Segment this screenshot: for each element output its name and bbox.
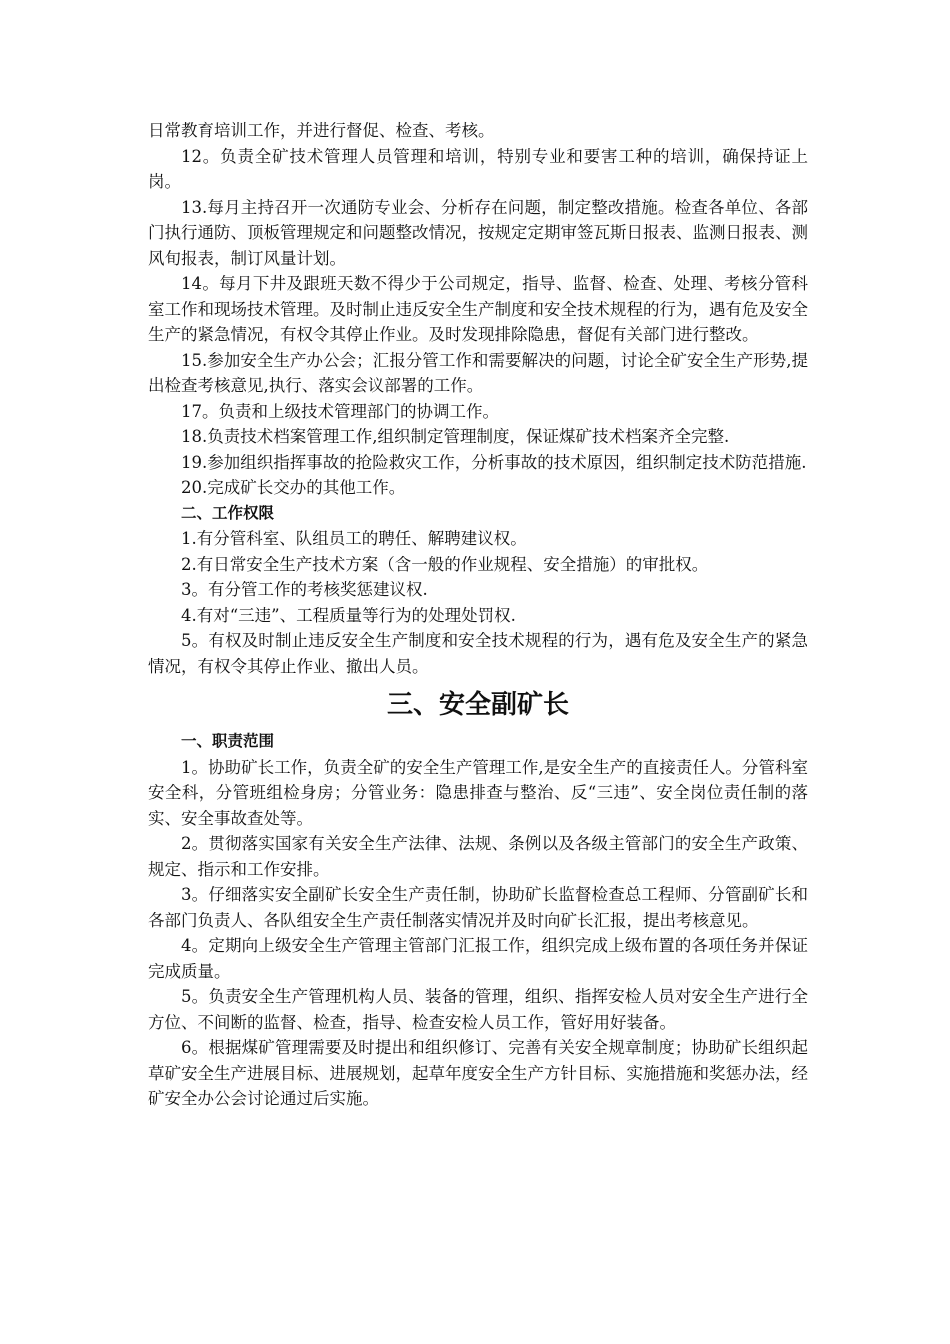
section-title: 三、安全副矿长 bbox=[386, 690, 569, 720]
authority-item-3: 3。有分管工作的考核奖惩建议权. bbox=[181, 580, 428, 599]
document-page bbox=[148, 118, 808, 1112]
duty-item-13: 13.每月主持召开一次通防专业会、分析存在问题，制定整改措施。检查各单位、各部门执行通防、顶板管理规定和问题整改情况，按规定定期审签瓦斯日报表、监测日报表、测风旬报表，制订风量计划。 bbox=[148, 197, 808, 268]
continuation-paragraph: 日常教育培训工作，并进行督促、检查、考核。 bbox=[148, 121, 495, 140]
authority-heading: 二、工作权限 bbox=[181, 503, 275, 522]
scope-item-3: 3。仔细落实安全副矿长安全生产责任制，协助矿长监督检查总工程师、分管副矿长和各部门负责人、各队组安全生产责任制落实情况并及时向矿长汇报，提出考核意见。 bbox=[148, 885, 808, 930]
authority-item-5: 5。有权及时制止违反安全生产制度和安全技术规程的行为，遇有危及安全生产的紧急情况，有权令其停止作业、撤出人员。 bbox=[148, 631, 808, 676]
scope-item-2: 2。贯彻落实国家有关安全生产法律、法规、条例以及各级主管部门的安全生产政策、规定、指示和工作安排。 bbox=[148, 834, 808, 879]
duty-item-19: 19.参加组织指挥事故的抢险救灾工作，分析事故的技术原因，组织制定技术防范措施. bbox=[181, 452, 807, 472]
scope-item-1: 1。协助矿长工作，负责全矿的安全生产管理工作,是安全生产的直接责任人。分管科室安全科，分管班组检身房；分管业务：隐患排查与整治、反“三违”、安全岗位责任制的落实、安全事故查处等。 bbox=[148, 757, 808, 828]
scope-item-4: 4。定期向上级安全生产管理主管部门汇报工作，组织完成上级布置的各项任务并保证完成质量。 bbox=[148, 936, 808, 981]
duty-item-20: 20.完成矿长交办的其他工作。 bbox=[181, 478, 406, 497]
duty-item-12: 12。负责全矿技术管理人员管理和培训，特别专业和要害工种的培训，确保持证上岗。 bbox=[148, 146, 808, 191]
scope-item-5: 5。负责安全生产管理机构人员、装备的管理，组织、指挥安检人员对安全生产进行全方位、不间断的监督、检查，指导、检查安检人员工作，管好用好装备。 bbox=[148, 987, 808, 1032]
authority-item-2: 2.有日常安全生产技术方案（含一般的作业规程、安全措施）的审批权。 bbox=[181, 554, 709, 574]
duty-item-14: 14。每月下井及跟班天数不得少于公司规定，指导、监督、检查、处理、考核分管科室工作和现场技术管理。及时制止违反安全生产制度和安全技术规程的行为，遇有危及安全生产的紧急情况，有权令其停止作业。及时发现排除隐患，督促有关部门进行整改。 bbox=[148, 274, 808, 344]
authority-item-4: 4.有对“三违”、工程质量等行为的处理处罚权. bbox=[181, 605, 516, 625]
scope-heading: 一、职责范围 bbox=[181, 732, 275, 750]
duty-item-17: 17。负责和上级技术管理部门的协调工作。 bbox=[181, 401, 499, 421]
duty-item-15: 15.参加安全生产办公会；汇报分管工作和需要解决的问题，讨论全矿安全生产形势,提出检查考核意见,执行、落实会议部署的工作。 bbox=[148, 350, 808, 395]
duty-item-18: 18.负责技术档案管理工作,组织制定管理制度，保证煤矿技术档案齐全完整. bbox=[181, 427, 730, 446]
authority-item-1: 1.有分管科室、队组员工的聘任、解聘建议权。 bbox=[181, 529, 527, 548]
scope-item-6: 6。根据煤矿管理需要及时提出和组织修订、完善有关安全规章制度；协助矿长组织起草矿安全生产进展目标、进展规划，起草年度安全生产方针目标、实施措施和奖惩办法，经矿安全办公会讨论通过后实施。 bbox=[148, 1038, 808, 1108]
